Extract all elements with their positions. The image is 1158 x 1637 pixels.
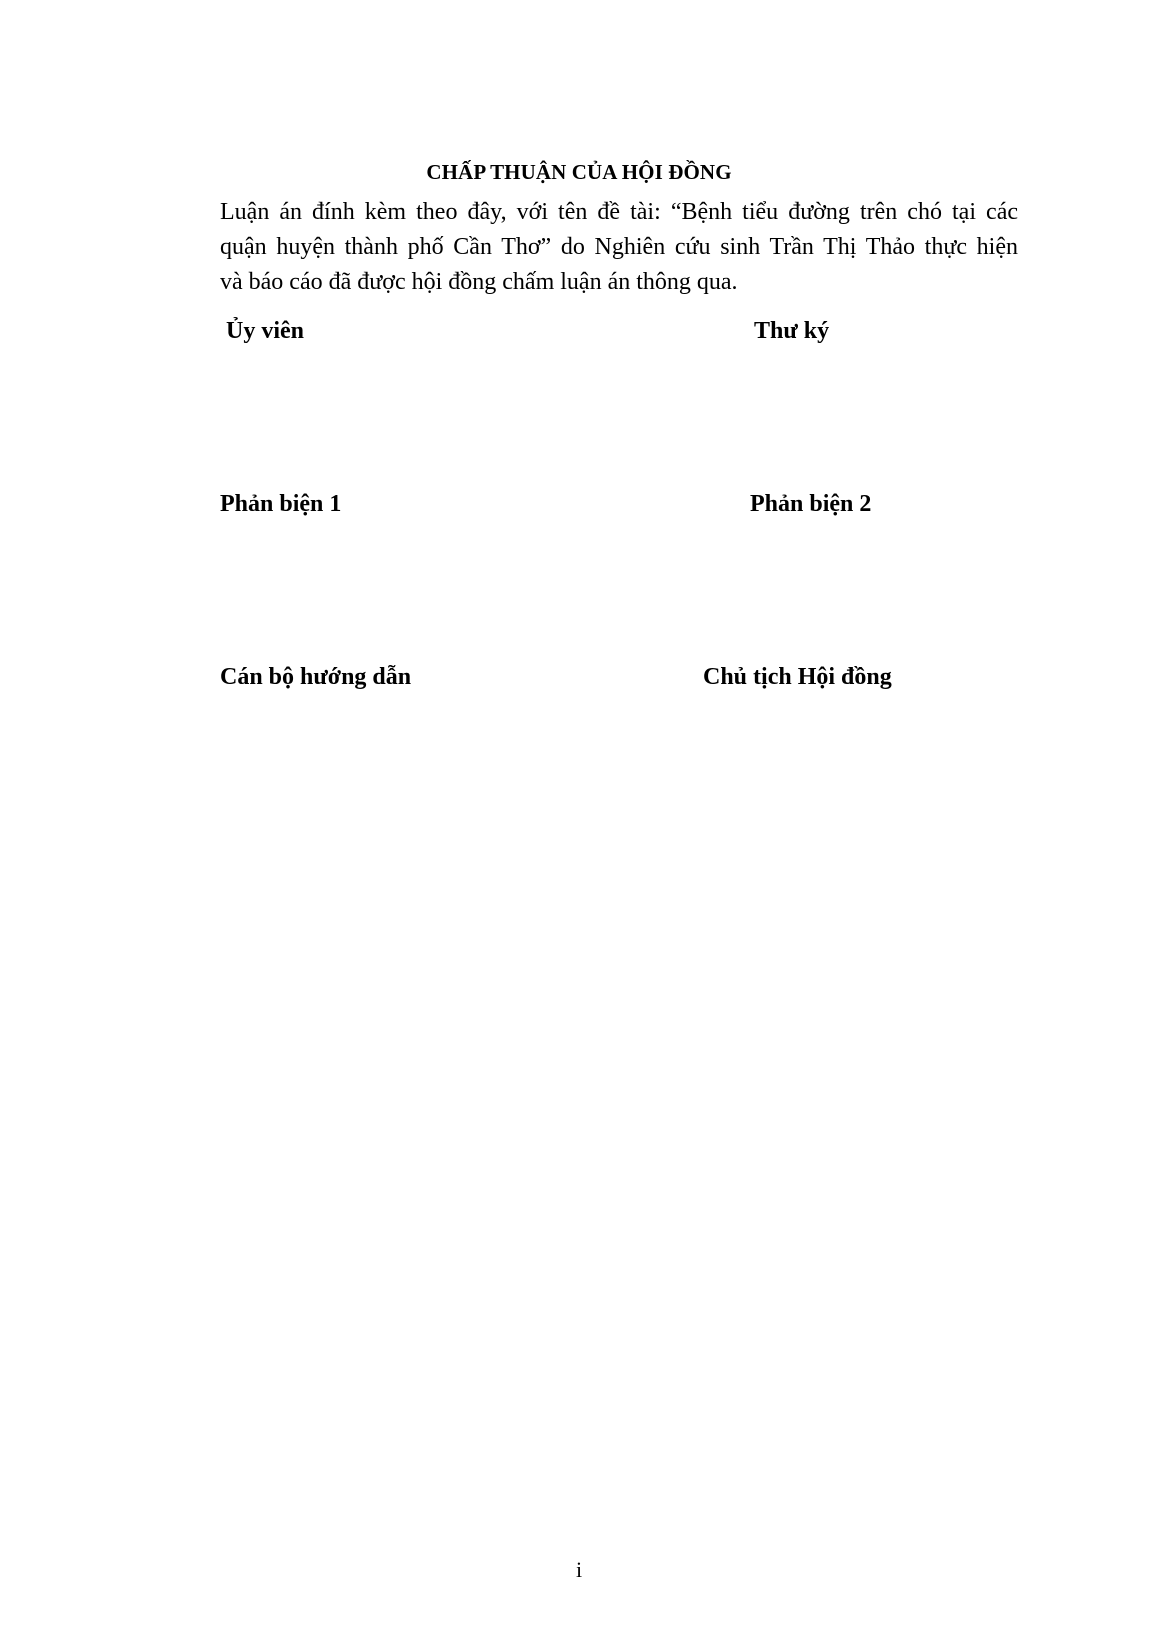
- signature-label-phan-bien-1: Phản biện 1: [220, 491, 342, 517]
- paragraph-line-3: và báo cáo đã được hội đồng chấm luận án thông qua.: [220, 269, 738, 295]
- approval-paragraph: [220, 195, 1018, 300]
- paragraph-line-1: Luận án đính kèm theo đây, với tên đề tài: “Bệnh tiểu đường trên chó tại các: [220, 199, 1018, 225]
- paragraph-line-2: quận huyện thành phố Cần Thơ” do Nghiên cứu sinh Trần Thị Thảo thực hiện: [220, 234, 1018, 260]
- signature-label-thu-ky: Thư ký: [754, 318, 830, 344]
- signature-label-chu-tich: Chủ tịch Hội đồng: [703, 664, 892, 690]
- page-title: CHẤP THUẬN CỦA HỘI ĐỒNG: [426, 160, 732, 184]
- page-number: i: [575, 1557, 583, 1582]
- signature-label-phan-bien-2: Phản biện 2: [750, 491, 872, 517]
- signature-label-can-bo-huong-dan: Cán bộ hướng dẫn: [220, 664, 412, 690]
- signature-label-uy-vien: Ủy viên: [226, 318, 304, 344]
